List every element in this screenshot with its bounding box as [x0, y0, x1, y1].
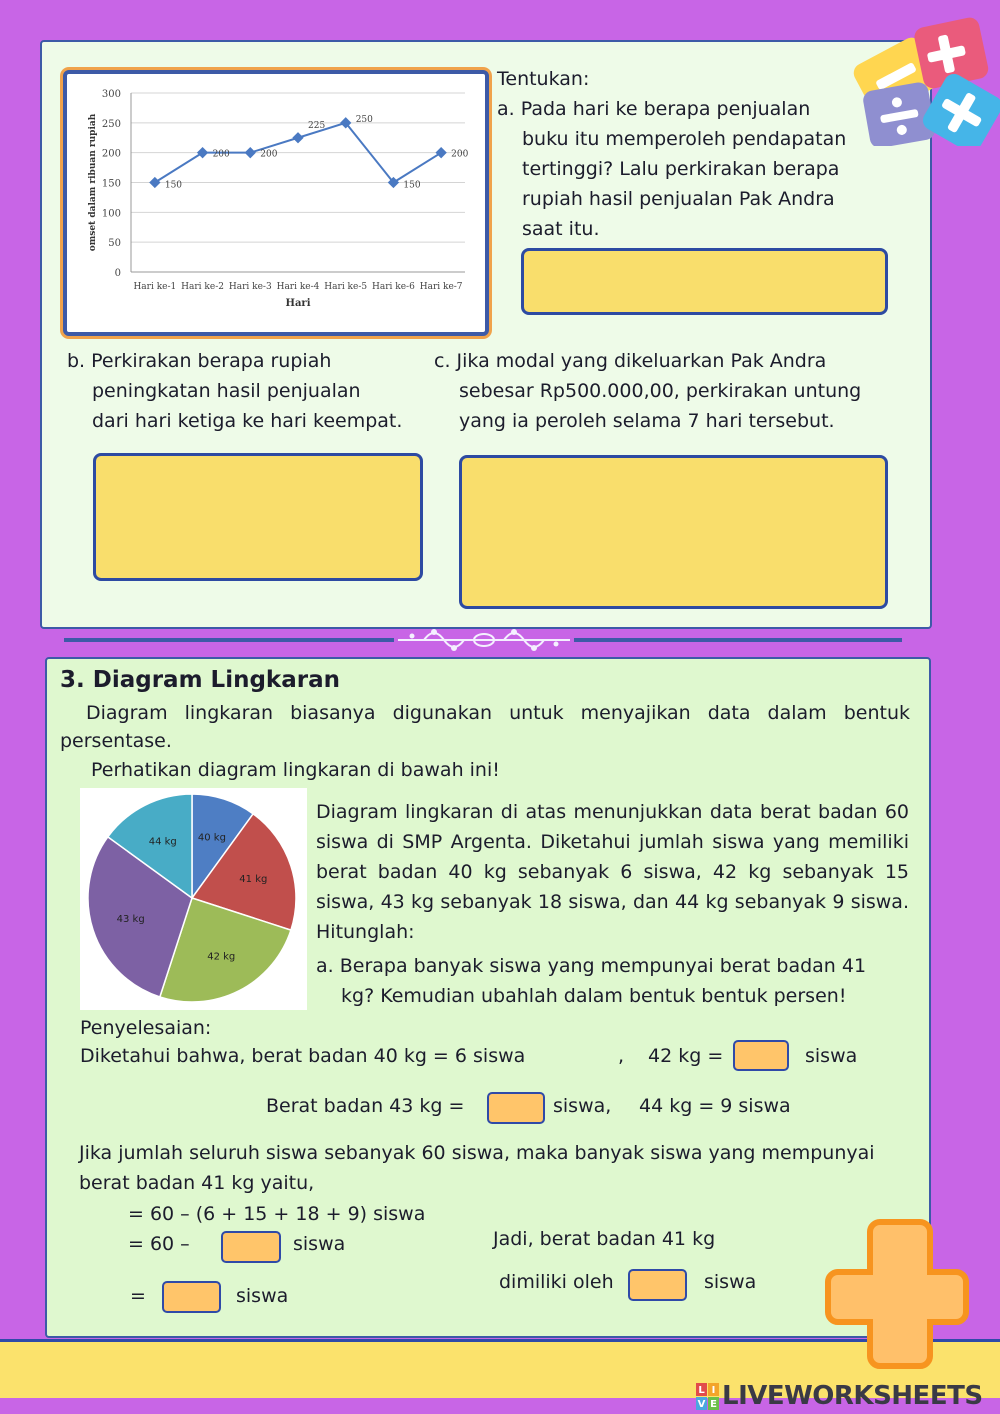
x-axis-label: Hari [285, 298, 311, 309]
jadi-text: Jadi, berat badan 41 kg [493, 1228, 716, 1250]
question-b-line1: b. Perkirakan berapa rupiah [67, 350, 332, 372]
data-label: 200 [260, 149, 278, 160]
line-chart-frame [63, 70, 489, 336]
data-label: 250 [355, 114, 373, 125]
data-label: 200 [212, 149, 230, 160]
pie-label: 44 kg [148, 836, 177, 848]
perhatikan-text: Perhatikan diagram lingkaran di bawah ini! [91, 759, 500, 781]
data-point [292, 132, 303, 143]
divider-right [574, 638, 902, 642]
comma-sep: , [618, 1045, 625, 1067]
floral-ornament-icon [394, 624, 574, 656]
x-tick-label: Hari ke-4 [276, 282, 320, 292]
berat43-label: Berat badan 43 kg = [266, 1095, 465, 1117]
conclusion-unit: siswa [704, 1271, 757, 1293]
kg42-unit: siswa [805, 1045, 858, 1067]
equation-line2: = 60 – [128, 1233, 190, 1255]
pie-label: 40 kg [197, 832, 226, 844]
question-a-line3: tertinggi? Lalu perkirakan berapa [522, 158, 840, 180]
data-label: 200 [451, 149, 469, 160]
data-point [149, 177, 160, 188]
liveworksheets-logo [696, 1381, 996, 1413]
result-input[interactable] [162, 1281, 221, 1313]
penyelesaian-label: Penyelesaian: [80, 1017, 212, 1039]
x-tick-label: Hari ke-5 [324, 282, 368, 292]
x-tick-label: Hari ke-2 [181, 282, 224, 292]
data-point [245, 147, 256, 158]
question-a-line4: rupiah hasil penjualan Pak Andra [522, 188, 835, 210]
y-tick-label: 200 [101, 148, 121, 160]
question-b-line2: peningkatan hasil penjualan [92, 380, 361, 402]
pie-label: 43 kg [116, 913, 145, 925]
question-c-line3: yang ia peroleh selama 7 hari tersebut. [459, 410, 835, 432]
logo-letter: I [711, 1385, 716, 1396]
x-tick-label: Hari ke-3 [228, 282, 272, 292]
pie-chart-frame [80, 788, 307, 1010]
question-a-line5: saat itu. [522, 218, 600, 240]
section-title: 3. Diagram Lingkaran [60, 667, 340, 693]
kg42-label: 42 kg = [648, 1045, 724, 1067]
data-label: 225 [308, 120, 326, 131]
subtraction-input[interactable] [221, 1231, 281, 1263]
y-tick-label: 50 [108, 238, 121, 250]
tentukan-label: Tentukan: [497, 68, 590, 90]
description-text: Diagram lingkaran di atas menunjukkan data berat badan 60 siswa di SMP Argenta. Diketahui jumlah siswa yang memiliki berat badan 40 kg sebanyak 6 siswa, 42 kg sebanyak 15 siswa, 43 kg sebanyak 18 siswa, dan 44 kg sebanyak 9 siswa. Hitunglah: [316, 801, 909, 943]
y-tick-label: 0 [114, 268, 121, 279]
kg44-text: 44 kg = 9 siswa [639, 1095, 791, 1117]
y-tick-label: 300 [101, 89, 121, 100]
equation-line3: = [130, 1285, 146, 1307]
math-operators-icon [852, 16, 1000, 146]
y-tick-label: 100 [101, 208, 121, 220]
berat41-text: berat badan 41 kg yaitu, [79, 1172, 315, 1194]
question-c-line1: c. Jika modal yang dikeluarkan Pak Andra [434, 350, 827, 372]
line-chart [67, 74, 485, 332]
answer-c-field[interactable] [459, 455, 888, 609]
question-a-line2: buku itu memperoleh pendapatan [522, 128, 847, 150]
intro-text: Diagram lingkaran biasanya digunakan untuk menyajikan data dalam bentuk persentase. [60, 702, 910, 752]
kg42-input[interactable] [733, 1040, 789, 1071]
equation-line1: = 60 – (6 + 15 + 18 + 9) siswa [128, 1203, 426, 1225]
logo-text: LIVEWORKSHEETS [722, 1381, 983, 1411]
data-label: 150 [164, 180, 183, 191]
equation-line3-unit: siswa [236, 1285, 289, 1307]
logo-letter: V [697, 1399, 706, 1410]
question-a-line1: a. Pada hari ke berapa penjualan [497, 98, 811, 120]
logo-letter: L [698, 1385, 705, 1396]
question-b-line3: dari hari ketiga ke hari keempat. [92, 410, 403, 432]
conclusion-input[interactable] [628, 1269, 687, 1301]
dimiliki-text: dimiliki oleh [499, 1271, 614, 1293]
data-label: 150 [403, 180, 421, 191]
answer-a-field[interactable] [521, 248, 888, 315]
logo-letter: E [710, 1399, 717, 1410]
divider-left [64, 638, 394, 642]
answer-b-field[interactable] [93, 453, 423, 581]
pie-chart [80, 788, 307, 1010]
equation-line2-unit: siswa [293, 1233, 346, 1255]
x-tick-label: Hari ke-1 [133, 282, 177, 292]
diketahui-text: Diketahui bahwa, berat badan 40 kg = 6 siswa [80, 1045, 526, 1067]
y-tick-label: 150 [101, 178, 121, 190]
y-axis-label: omset dalam ribuan rupiah [88, 113, 98, 252]
x-tick-label: Hari ke-6 [372, 282, 415, 292]
y-tick-label: 250 [101, 118, 121, 130]
plus-icon [822, 1216, 972, 1376]
data-point [435, 147, 446, 158]
kg43-unit: siswa, [553, 1095, 612, 1117]
question-3a-line1: a. Berapa banyak siswa yang mempunyai berat badan 41 [316, 955, 867, 977]
kg43-input[interactable] [487, 1092, 545, 1124]
data-point [197, 147, 208, 158]
x-tick-label: Hari ke-7 [419, 282, 463, 292]
question-c-line2: sebesar Rp500.000,00, perkirakan untung [459, 380, 862, 402]
pie-label: 41 kg [239, 874, 268, 886]
question-3a-line2: kg? Kemudian ubahlah dalam bentuk bentuk persen! [341, 985, 847, 1007]
pie-label: 42 kg [207, 951, 236, 963]
logo-badge-letters [696, 1383, 720, 1411]
jika-text: Jika jumlah seluruh siswa sebanyak 60 siswa, maka banyak siswa yang mempunyai [79, 1142, 875, 1164]
